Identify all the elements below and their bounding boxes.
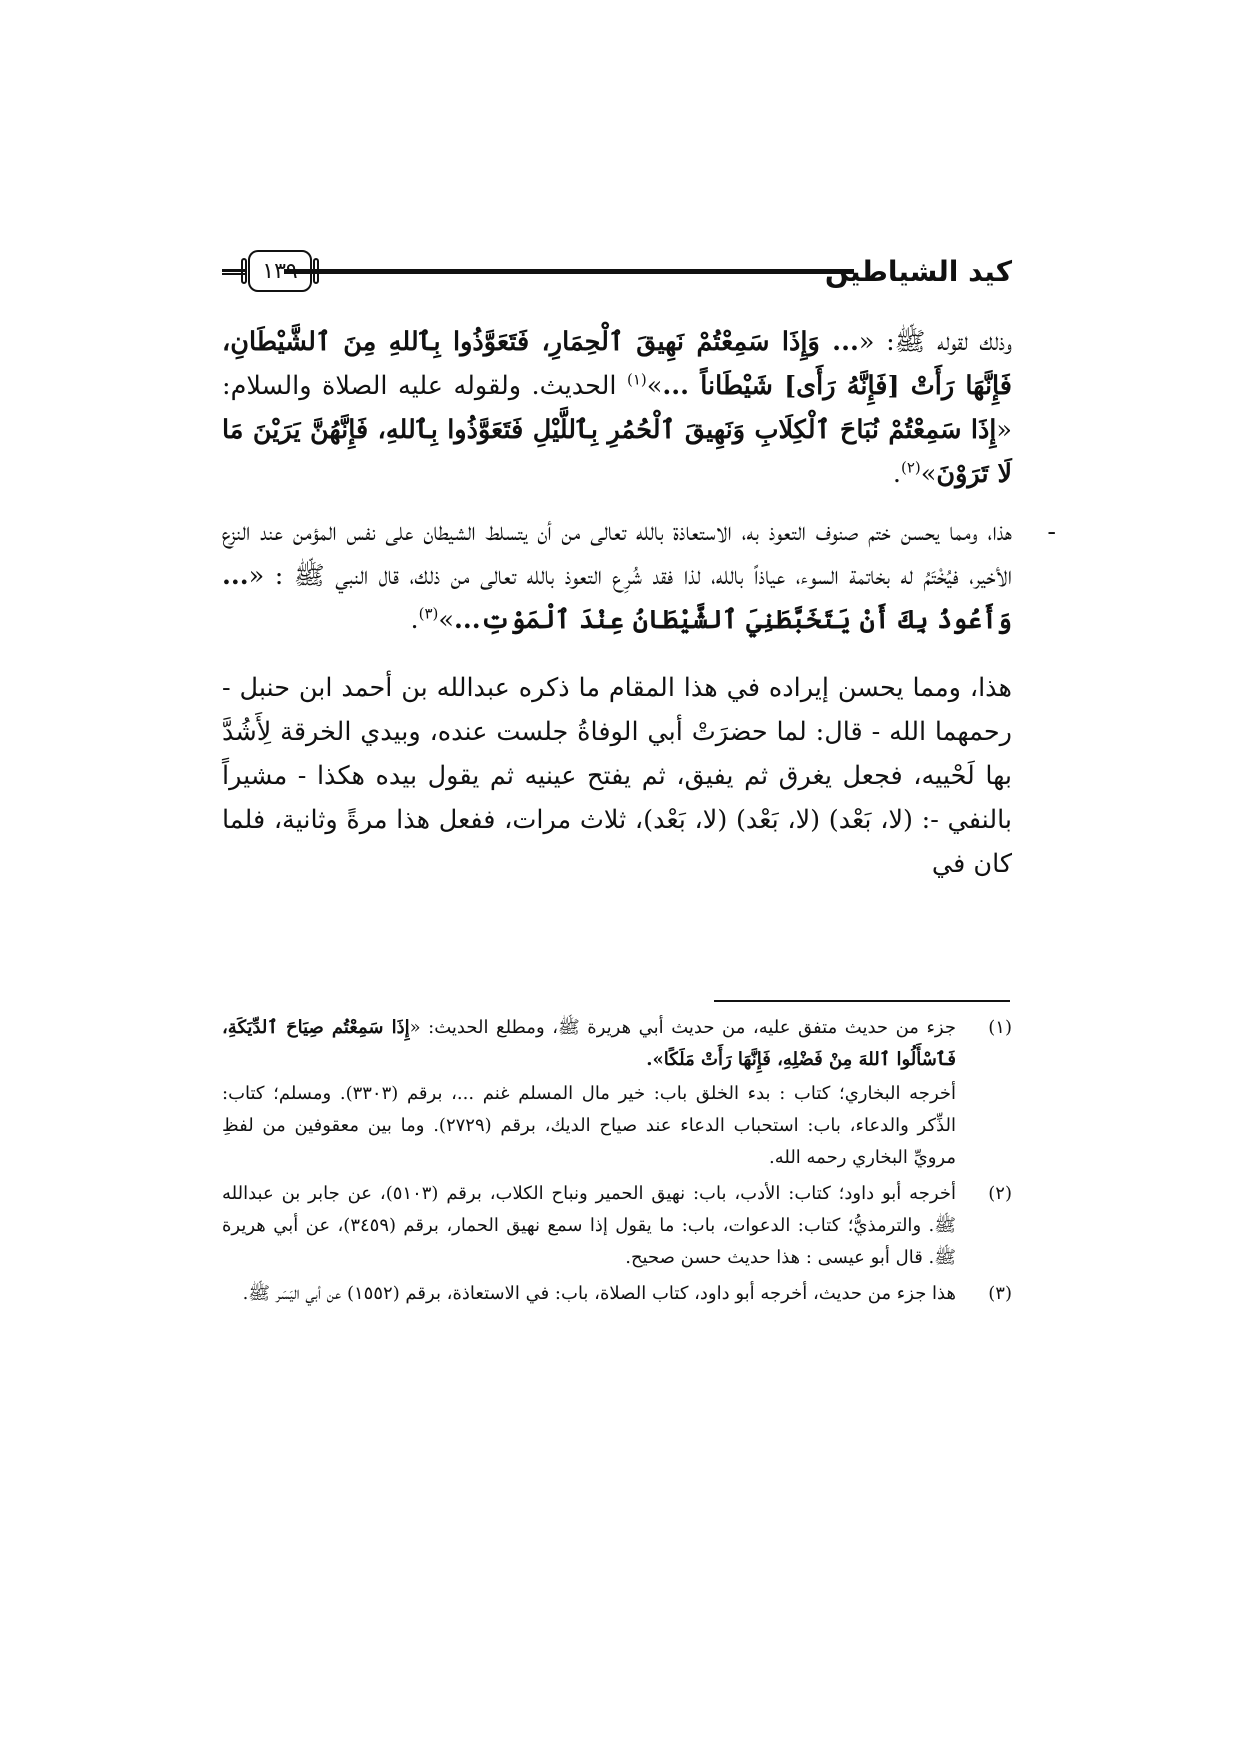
text-run: ». xyxy=(646,1049,664,1070)
paragraph-narration: هذا، ومما يحسن إيراده في هذا المقام ما ذكره عبدالله بن أحمد ابن حنبل - رحمهما الله - قال: لما حضرَتْ أبي الوفاةُ جلست عنده، وبيدي الخرقة لِأَشُدَّ بها لَحْييه، فجعل يغرق ثم يفيق، ثم يفتح عينيه ثم يقول بيده هكذا - مشيراً بالنفي -: (لا، بَعْد) (لا، بَعْد) (لا، بَعْد)، ثلاث مرات، ففعل هذا مرةً وثانية، فلما كان في xyxy=(222,673,1012,879)
text-run: الحديث. xyxy=(531,371,627,401)
text-run: ولقوله عليه الصلاة والسلام: « xyxy=(222,371,1012,445)
footnote-ref-2[interactable]: (٢) xyxy=(900,458,921,477)
footnote-separator xyxy=(714,1000,1010,1002)
main-text xyxy=(222,320,1056,886)
text-run: » xyxy=(646,371,663,401)
text-run: » xyxy=(438,605,454,635)
footnotes xyxy=(222,1012,1012,1314)
footnote-number: (١) xyxy=(988,1017,1012,1038)
footnote-3 xyxy=(222,1278,1012,1310)
hadith-quote: إِذَا سَمِعْتُم صِيَاحَ ٱلدِّيَكَةِ، فَٱسْأَلُوا ٱللهَ مِنْ فَضْلِهِ، فَإِنَّهَا رَأَتْ مَلَكًا xyxy=(222,1017,956,1070)
bullet-dash: - xyxy=(1047,517,1056,547)
book-title: كيد الشياطين xyxy=(824,255,1012,288)
footnote-ref-3[interactable]: (٣) xyxy=(418,604,439,623)
text-run: هذا، ومما يحسن ختم صنوف التعوذ به، الاستعاذة بالله تعالى من أن يتسلط الشيطان على نفس المؤمن عند النزع الأخير، فيُخْتَمُ له بخاتمة السوء، عياذاً بالله، لذا فقد شُرِع التعوذ بالله تعالى من ذلك، قال النبي ﷺ : « xyxy=(222,517,1012,591)
text-run: » xyxy=(920,459,937,489)
text-run: وذلك لقوله ﷺ: « xyxy=(858,327,1012,357)
hadith-quote: ... وَأَعُوذُ بِكَ أَنْ يَتَخَبَّطَنِيَ ٱلشَّيْطَانُ عِنْدَ ٱلْمَوْتِ... xyxy=(222,561,1012,635)
footnote-text: هذا جزء من حديث، أخرجه أبو داود، كتاب الصلاة، باب: في الاستعاذة، برقم (١٥٥٢) عن أبي اليَسَر ﷺ. xyxy=(242,1283,956,1304)
paragraph-hadith-quotes xyxy=(222,320,1012,496)
text-run: . xyxy=(892,459,901,489)
header-double-rule xyxy=(284,269,854,274)
footnote-2 xyxy=(222,1178,1012,1274)
page-number: ١٣٩ xyxy=(262,258,298,284)
text-run: جزء من حديث متفق عليه، من حديث أبي هريرة ﷺ، ومطلع الحديث: « xyxy=(409,1017,956,1038)
page-header xyxy=(222,250,1012,298)
header-double-rule-left xyxy=(222,269,246,275)
footnote-number: (٢) xyxy=(988,1183,1012,1204)
footnote-ref-1[interactable]: (١) xyxy=(626,370,647,389)
text-run: . xyxy=(410,605,419,635)
hadith-quote: إِذَا سَمِعْتُمْ نُبَاحَ ٱلْكِلَابِ وَنَهِيقَ ٱلْحُمُرِ بِٱللَّيْلِ فَتَعَوَّذُوا بِٱللهِ، فَإِنَّهُنَّ يَرَيْنَ مَا لَا تَرَوْنَ xyxy=(222,415,1012,489)
hadith-quote: ... وَإِذَا سَمِعْتُمْ نَهِيقَ ٱلْحِمَارِ، فَتَعَوَّذُوا بِٱللهِ مِنَ ٱلشَّيْطَانِ، فَإِنَّهَا رَأَتْ [فَإِنَّهُ رَأَى] شَيْطَاناً ... xyxy=(222,327,1012,401)
footnote-1 xyxy=(222,1012,1012,1174)
footnote-number: (٣) xyxy=(988,1283,1012,1304)
footnote-text: أخرجه البخاري؛ كتاب : بدء الخلق باب: خير مال المسلم غنم ...، برقم (٣٣٠٣). ومسلم؛ كتاب: الذِّكر والدعاء، باب: استحباب الدعاء عند صياح الديك، برقم (٢٧٢٩). وما بين معقوفين من لفظِ مرويِّ البخاري رحمه الله. xyxy=(222,1083,956,1168)
page-number-ornament xyxy=(248,250,312,292)
paragraph-bullet xyxy=(222,510,1056,642)
footnote-text: أخرجه أبو داود؛ كتاب: الأدب، باب: نهيق الحمير ونباح الكلاب، برقم (٥١٠٣)، عن جابر بن عبدالله ﷺ. والترمذيُّ؛ كتاب: الدعوات، باب: ما يقول إذا سمع نهيق الحمار، برقم (٣٤٥٩)، عن أبي هريرة ﷺ. قال أبو عيسى : هذا حديث حسن صحيح. xyxy=(222,1183,957,1268)
